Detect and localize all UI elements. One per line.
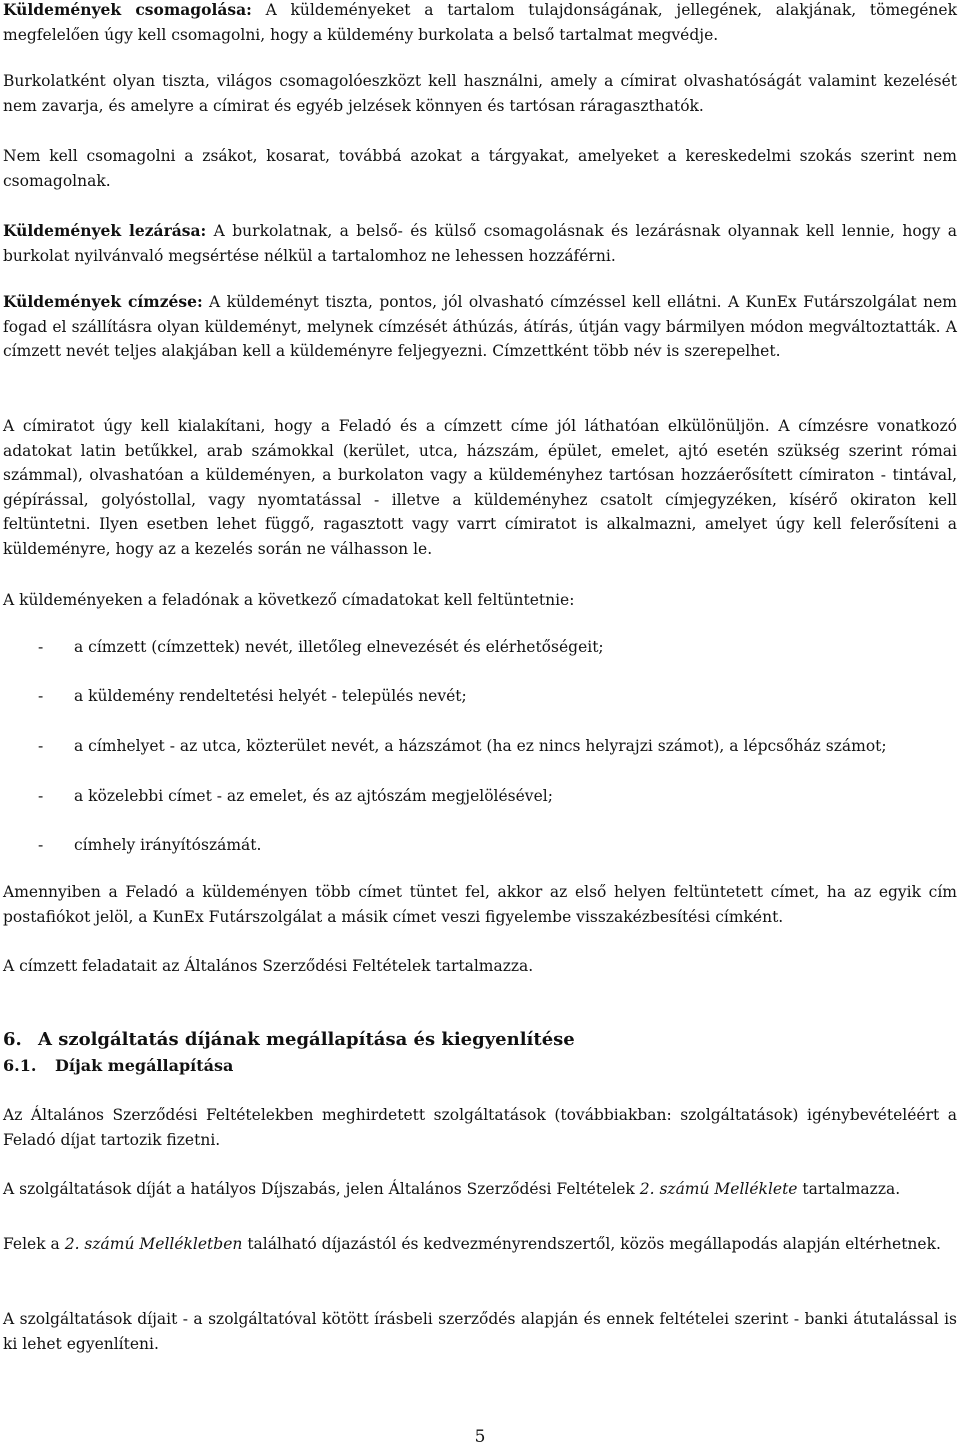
fee-schedule-text: A szolgáltatások díját a hatályos Díjszabás, jelen Általános Szerződési Feltételek (3, 1180, 635, 1198)
discounts-text-end: található díjazástól és kedvezményrendszertől, közös megállapodás alapján eltérhetnek. (247, 1235, 941, 1253)
paragraph-addressing (3, 290, 957, 364)
list-item (3, 784, 957, 809)
sealing-text: A burkolatnak, a belső- és külső csomagolásnak és lezárásnak olyannak kell lennie, hogy a burkolat nyilvánvaló megsértése nélkül a tartalomhoz ne lehessen hozzáférni. (3, 222, 957, 265)
section-number: 6. (3, 1029, 22, 1050)
sealing-heading: Küldemények lezárása: (3, 221, 207, 240)
appendix-reference: 2. számú Mellékletben (64, 1235, 243, 1253)
list-item-text: a közelebbi címet - az emelet, és az ajtószám megjelölésével; (74, 787, 553, 805)
list-dash: - (38, 638, 44, 656)
section-heading (3, 1028, 957, 1052)
list-dash: - (38, 836, 44, 854)
packaging-text: A küldeményeket a tartalom tulajdonságának, jellegének, alakjának, tömegének megfelelően úgy kell csomagolni, hogy a küldemény burkolata a belső tartalmat megvédje. (3, 1, 957, 44)
subsection-number: 6.1. (3, 1056, 37, 1075)
paragraph-multiple-addresses: Amennyiben a Feladó a küldeményen több címet tüntet fel, akkor az első helyen feltüntetett címet, ha az egyik cím postafiókot jelöl, a KunEx Futárszolgálat a másik címet veszi figyelembe visszakézbesítési címként. (3, 883, 957, 926)
list-dash: - (38, 737, 44, 755)
packaging-heading: Küldemények csomagolása: (3, 0, 252, 19)
paragraph-label: A címiratot úgy kell kialakítani, hogy a Feladó és a címzett címe jól láthatóan elkülönüljön. A címzésre vonatkozó adatokat latin betűkkel, arab számokkal (kerület, utca, házszám, épület, emelet, ajtó esetén szükség szerint római számmal), olvashatóan a küldeményen, a burkolaton vagy a küldeményhez tartósan hozzáerősített címiraton - tintával, gépírással, golyóstollal, vagy nyomtatással - illetve a küldeményhez csatolt címjegyzéken, kísérő okiraton kell feltüntetni. Ilyen esetben lehet függő, ragasztott vagy varrt címiratot is alkalmazni, amelyet úgy kell felerősíteni a küldeményre, hogy az a kezelés során ne válhasson le. (3, 417, 957, 558)
list-dash: - (38, 787, 44, 805)
list-item-text: a címzett (címzettek) nevét, illetőleg elnevezését és elérhetőségeit; (74, 638, 604, 656)
list-item (3, 635, 957, 660)
list-dash: - (38, 687, 44, 705)
list-item (3, 734, 957, 759)
addressing-heading: Küldemények címzése: (3, 292, 203, 311)
list-item (3, 684, 957, 709)
paragraph-fee-schedule (3, 1177, 957, 1202)
paragraph-no-packaging: Nem kell csomagolni a zsákot, kosarat, továbbá azokat a tárgyakat, amelyeket a kereskedelmi szokás szerint nem csomagolnak. (3, 147, 957, 190)
list-item (3, 833, 957, 858)
paragraph-address-data-intro: A küldeményeken a feladónak a következő címadatokat kell feltüntetnie: (3, 591, 575, 609)
discounts-text: Felek a (3, 1235, 60, 1253)
addressing-text: A küldeményt tiszta, pontos, jól olvasható címzéssel kell ellátni. A KunEx Futárszolgálat nem fogad el szállításra olyan küldeményt, melynek címzését áthúzás, átírás, útján vagy bármilyen módon megváltoztatták. A címzett nevét teljes alakjában kell a küldeményre feljegyezni. Címzettként több név is szerepelhet. (3, 293, 957, 360)
paragraph-discounts (3, 1232, 957, 1257)
paragraph-recipient-duties: A címzett feladatait az Általános Szerződési Feltételek tartalmazza. (3, 957, 534, 975)
section-title: A szolgáltatás díjának megállapítása és kiegyenlítése (38, 1029, 575, 1050)
appendix-reference: 2. számú Melléklete (639, 1180, 798, 1198)
subsection-title: Díjak megállapítása (55, 1056, 234, 1075)
subsection-heading (3, 1054, 957, 1078)
list-item-text: a címhelyet - az utca, közterület nevét, a házszámot (ha ez nincs helyrajzi számot), a lépcsőház számot; (74, 737, 887, 755)
fee-schedule-text-end: tartalmazza. (802, 1180, 901, 1198)
paragraph-sealing (3, 219, 957, 268)
paragraph-wrapping: Burkolatként olyan tiszta, világos csomagolóeszközt kell használni, amely a címirat olvashatóságát valamint kezelését nem zavarja, és amelyre a címirat és egyéb jelzések könnyen és tartósan ráragaszthatók. (3, 72, 957, 115)
paragraph-packaging (3, 0, 957, 47)
paragraph-fee-obligation: Az Általános Szerződési Feltételekben meghirdetett szolgáltatások (továbbiakban: szolgáltatások) igénybevételéért a Feladó díjat tartozik fizetni. (3, 1106, 957, 1149)
page-number: 5 (474, 1427, 486, 1447)
paragraph-bank-transfer: A szolgáltatások díjait - a szolgáltatóval kötött írásbeli szerződés alapján és ennek feltételei szerint - banki átutalással is ki lehet egyenlíteni. (3, 1310, 957, 1353)
list-item-text: a küldemény rendeltetési helyét - település nevét; (74, 687, 467, 705)
list-item-text: címhely irányítószámát. (74, 836, 262, 854)
